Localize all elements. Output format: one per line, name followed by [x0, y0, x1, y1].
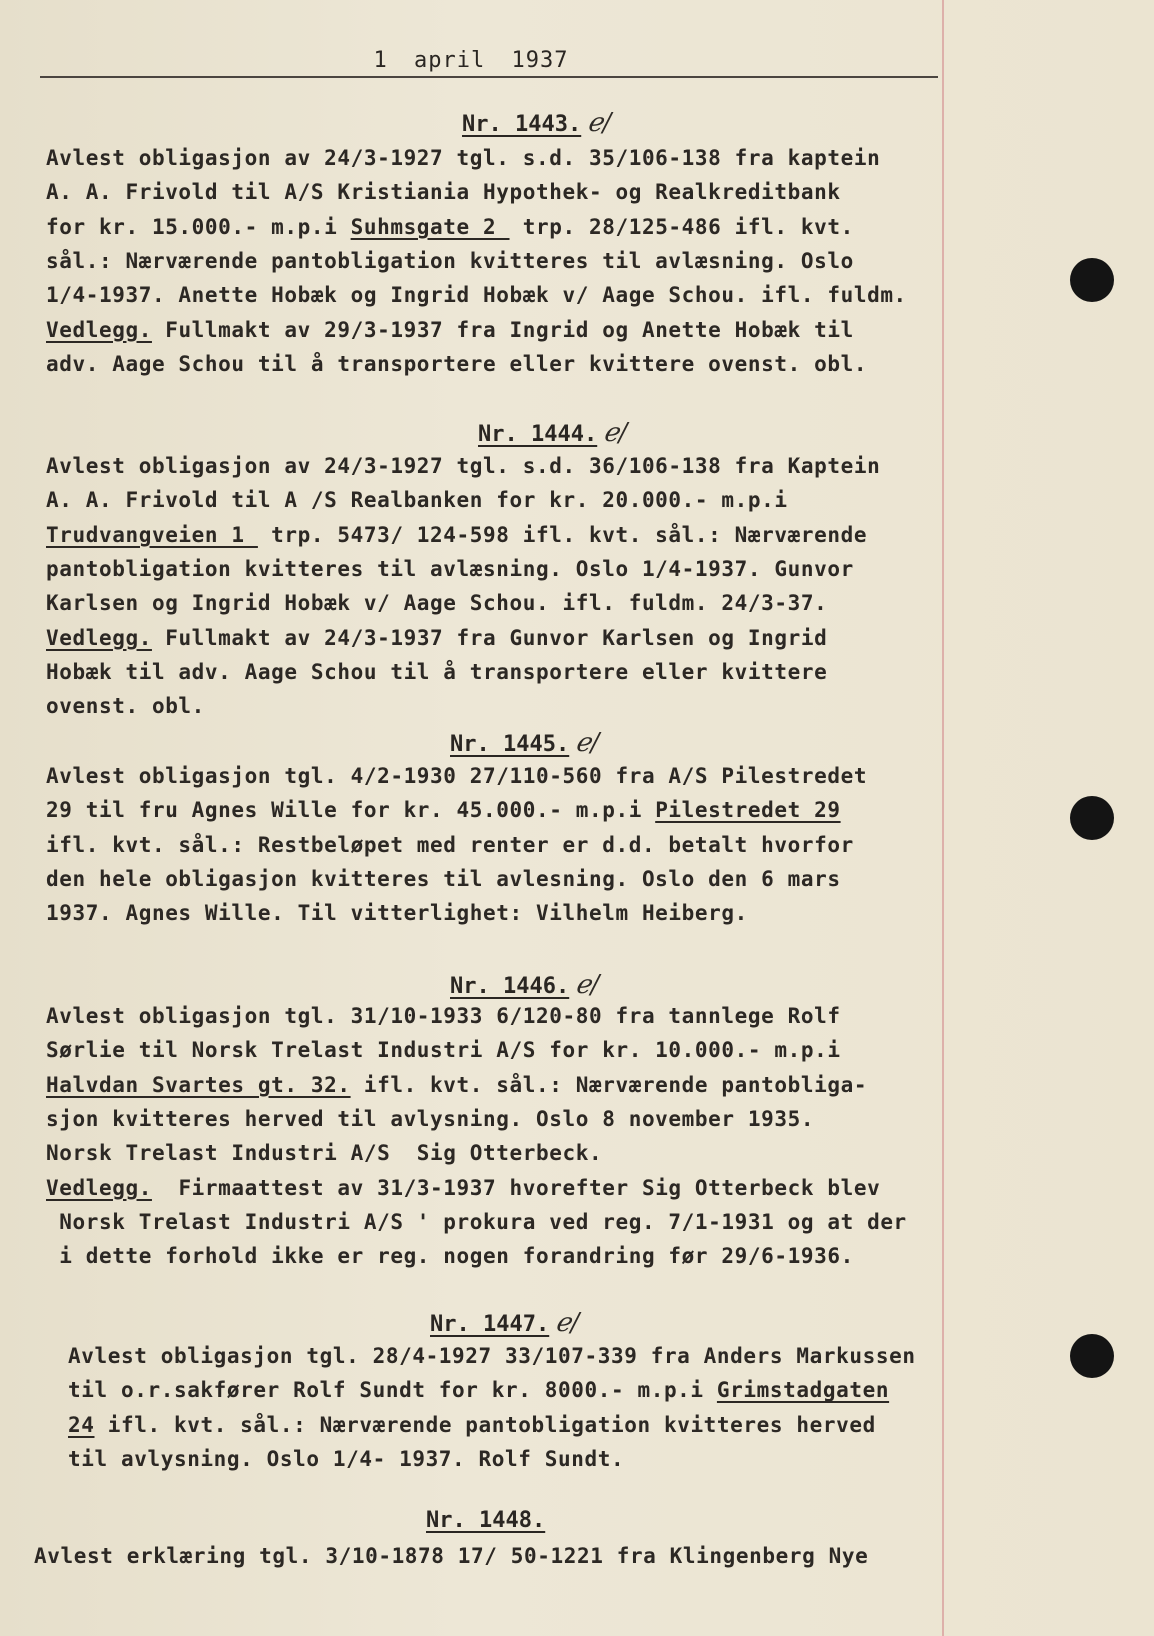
underlined-segment: 24	[68, 1412, 95, 1437]
entry-number	[462, 108, 611, 138]
text-segment: til avlysning. Oslo 1/4- 1937. Rolf Sundt.	[68, 1446, 625, 1471]
underlined-segment: Trudvangveien 1	[46, 522, 258, 547]
header-rule	[40, 76, 938, 78]
entry-text-line	[46, 764, 867, 788]
entry-number	[450, 728, 599, 758]
text-segment: den hele obligasjon kvitteres til avlesning. Oslo den 6 mars	[46, 866, 841, 891]
entry-text-line	[46, 1244, 854, 1268]
entry-text-line	[46, 1141, 602, 1165]
entry-text-line	[46, 1004, 841, 1028]
checkmark-icon: ℯ/	[575, 970, 600, 1000]
text-segment: pantobligation kvitteres til avlæsning. Oslo 1/4-1937. Gunvor	[46, 556, 854, 581]
text-segment: ovenst. obl.	[46, 694, 205, 719]
underlined-segment: Vedlegg.	[46, 1175, 152, 1200]
margin-line	[942, 0, 944, 1636]
entry-text-line	[46, 1107, 814, 1131]
text-segment: Fullmakt av 29/3-1937 fra Ingrid og Anette Hobæk til	[151, 317, 854, 342]
text-segment: Avlest obligasjon tgl. 31/10-1933 6/120-80 fra tannlege Rolf	[46, 1004, 841, 1028]
text-segment: Firmaattest av 31/3-1937 hvorefter Sig Otterbeck blev	[151, 1175, 881, 1200]
text-segment: Karlsen og Ingrid Hobæk v/ Aage Schou. ifl. fuldm. 24/3-37.	[46, 591, 828, 616]
underlined-segment: Halvdan Svartes gt. 32.	[46, 1072, 351, 1097]
text-segment: adv. Aage Schou til å transportere eller kvittere ovenst. obl.	[46, 351, 868, 376]
checkmark-icon: ℯ/	[555, 1308, 580, 1338]
text-segment: 1937. Agnes Wille. Til vitterlighet: Vilhelm Heiberg.	[46, 901, 748, 926]
entry-text-line	[34, 1544, 868, 1568]
text-segment: Avlest obligasjon tgl. 4/2-1930 27/110-560 fra A/S Pilestredet	[46, 764, 868, 788]
text-segment: Fullmakt av 24/3-1937 fra Gunvor Karlsen og Ingrid	[151, 625, 828, 650]
text-segment: Norsk Trelast Industri A/S ' prokura ved reg. 7/1-1931 og at der	[46, 1209, 907, 1234]
entry-text-line	[46, 318, 854, 342]
entry-number	[426, 1508, 545, 1533]
text-segment: Avlest obligasjon av 24/3-1927 tgl. s.d. 35/106-138 fra kaptein	[46, 146, 881, 170]
text-segment: sjon kvitteres herved til avlysning. Oslo 8 november 1935.	[46, 1106, 815, 1131]
entry-text-line	[68, 1447, 624, 1471]
text-segment: A. A. Frivold til A /S Realbanken for kr. 20.000.- m.p.i	[46, 488, 788, 513]
entry-text-line	[46, 1073, 867, 1097]
page-date: 1 april 1937	[373, 48, 569, 73]
entry-text-line	[46, 798, 841, 822]
entry-number-text: Nr. 1448.	[426, 1508, 546, 1533]
entry-text-line	[46, 1038, 841, 1062]
entry-text-line	[46, 283, 907, 307]
text-segment: A. A. Frivold til A/S Kristiania Hypothek- og Realkreditbank	[46, 180, 841, 205]
entry-text-line	[46, 901, 748, 925]
text-segment: ifl. kvt. sål.: Nærværende pantobliga-	[350, 1072, 868, 1097]
underlined-segment: Grimstadgaten	[716, 1378, 890, 1403]
entry-number	[478, 418, 627, 448]
entry-text-line	[46, 626, 827, 650]
entry-text-line	[46, 557, 854, 581]
text-segment: til o.r.sakfører Rolf Sundt for kr. 8000.- m.p.i	[68, 1378, 717, 1403]
text-segment: Avlest erklæring tgl. 3/10-1878 17/ 50-1221 fra Klingenberg Nye	[34, 1544, 869, 1568]
text-segment: ifl. kvt. sål.: Restbeløpet med renter er d.d. betalt hvorfor	[46, 832, 854, 857]
entry-number-text: Nr. 1447.	[430, 1312, 550, 1337]
entry-text-line	[46, 180, 841, 204]
text-segment: 1/4-1937. Anette Hobæk og Ingrid Hobæk v/ Aage Schou. ifl. fuldm.	[46, 283, 907, 308]
entry-text-line	[46, 660, 827, 684]
text-segment: for kr. 15.000.- m.p.i	[46, 214, 351, 239]
entry-text-line	[46, 591, 827, 615]
entry-text-line	[46, 1210, 907, 1234]
entry-text-line	[46, 352, 867, 376]
text-segment: trp. 5473/ 124-598 ifl. kvt. sål.: Nærværende	[257, 522, 868, 547]
text-segment: trp. 28/125-486 ifl. kvt.	[509, 214, 854, 239]
text-segment: Avlest obligasjon tgl. 28/4-1927 33/107-339 fra Anders Markussen	[68, 1344, 916, 1368]
entry-text-line	[68, 1378, 889, 1402]
text-segment: Norsk Trelast Industri A/S Sig Otterbeck.	[46, 1141, 603, 1166]
entry-text-line	[46, 1176, 880, 1200]
text-segment: Avlest obligasjon av 24/3-1927 tgl. s.d. 36/106-138 fra Kaptein	[46, 454, 881, 478]
underlined-segment: Suhmsgate 2	[350, 214, 510, 239]
underlined-segment: Pilestredet 29	[655, 798, 841, 823]
entry-number-text: Nr. 1444.	[478, 422, 598, 447]
entry-text-line	[46, 867, 841, 891]
entry-text-line	[46, 215, 854, 239]
entry-text-line	[46, 454, 880, 478]
entry-number-text: Nr. 1446.	[450, 974, 570, 999]
checkmark-icon: ℯ/	[603, 418, 628, 448]
text-segment: ifl. kvt. sål.: Nærværende pantobligation kvitteres herved	[94, 1412, 876, 1437]
text-segment: Hobæk til adv. Aage Schou til å transportere eller kvittere	[46, 659, 828, 684]
entry-text-line	[46, 249, 854, 273]
checkmark-icon: ℯ/	[575, 728, 600, 758]
entry-text-line	[46, 488, 788, 512]
entry-text-line	[68, 1344, 916, 1368]
text-segment: i dette forhold ikke er reg. nogen forandring før 29/6-1936.	[46, 1244, 854, 1269]
underlined-segment: Vedlegg.	[46, 317, 152, 342]
entry-number	[430, 1308, 579, 1338]
punch-hole-top	[1070, 258, 1114, 302]
punch-hole-bottom	[1070, 1334, 1114, 1378]
punch-hole-middle	[1070, 796, 1114, 840]
text-segment: 29 til fru Agnes Wille for kr. 45.000.- m.p.i	[46, 798, 656, 823]
entry-text-line	[68, 1413, 876, 1437]
entry-text-line	[46, 833, 854, 857]
entry-text-line	[46, 523, 867, 547]
underlined-segment: Vedlegg.	[46, 625, 152, 650]
entry-number	[450, 970, 599, 1000]
checkmark-icon: ℯ/	[587, 108, 612, 138]
text-segment: Sørlie til Norsk Trelast Industri A/S for kr. 10.000.- m.p.i	[46, 1038, 841, 1063]
entry-text-line	[46, 694, 205, 718]
text-segment: sål.: Nærværende pantobligation kvitteres til avlæsning. Oslo	[46, 248, 854, 273]
entry-text-line	[46, 146, 880, 170]
entry-number-text: Nr. 1443.	[462, 112, 582, 137]
entry-number-text: Nr. 1445.	[450, 732, 570, 757]
